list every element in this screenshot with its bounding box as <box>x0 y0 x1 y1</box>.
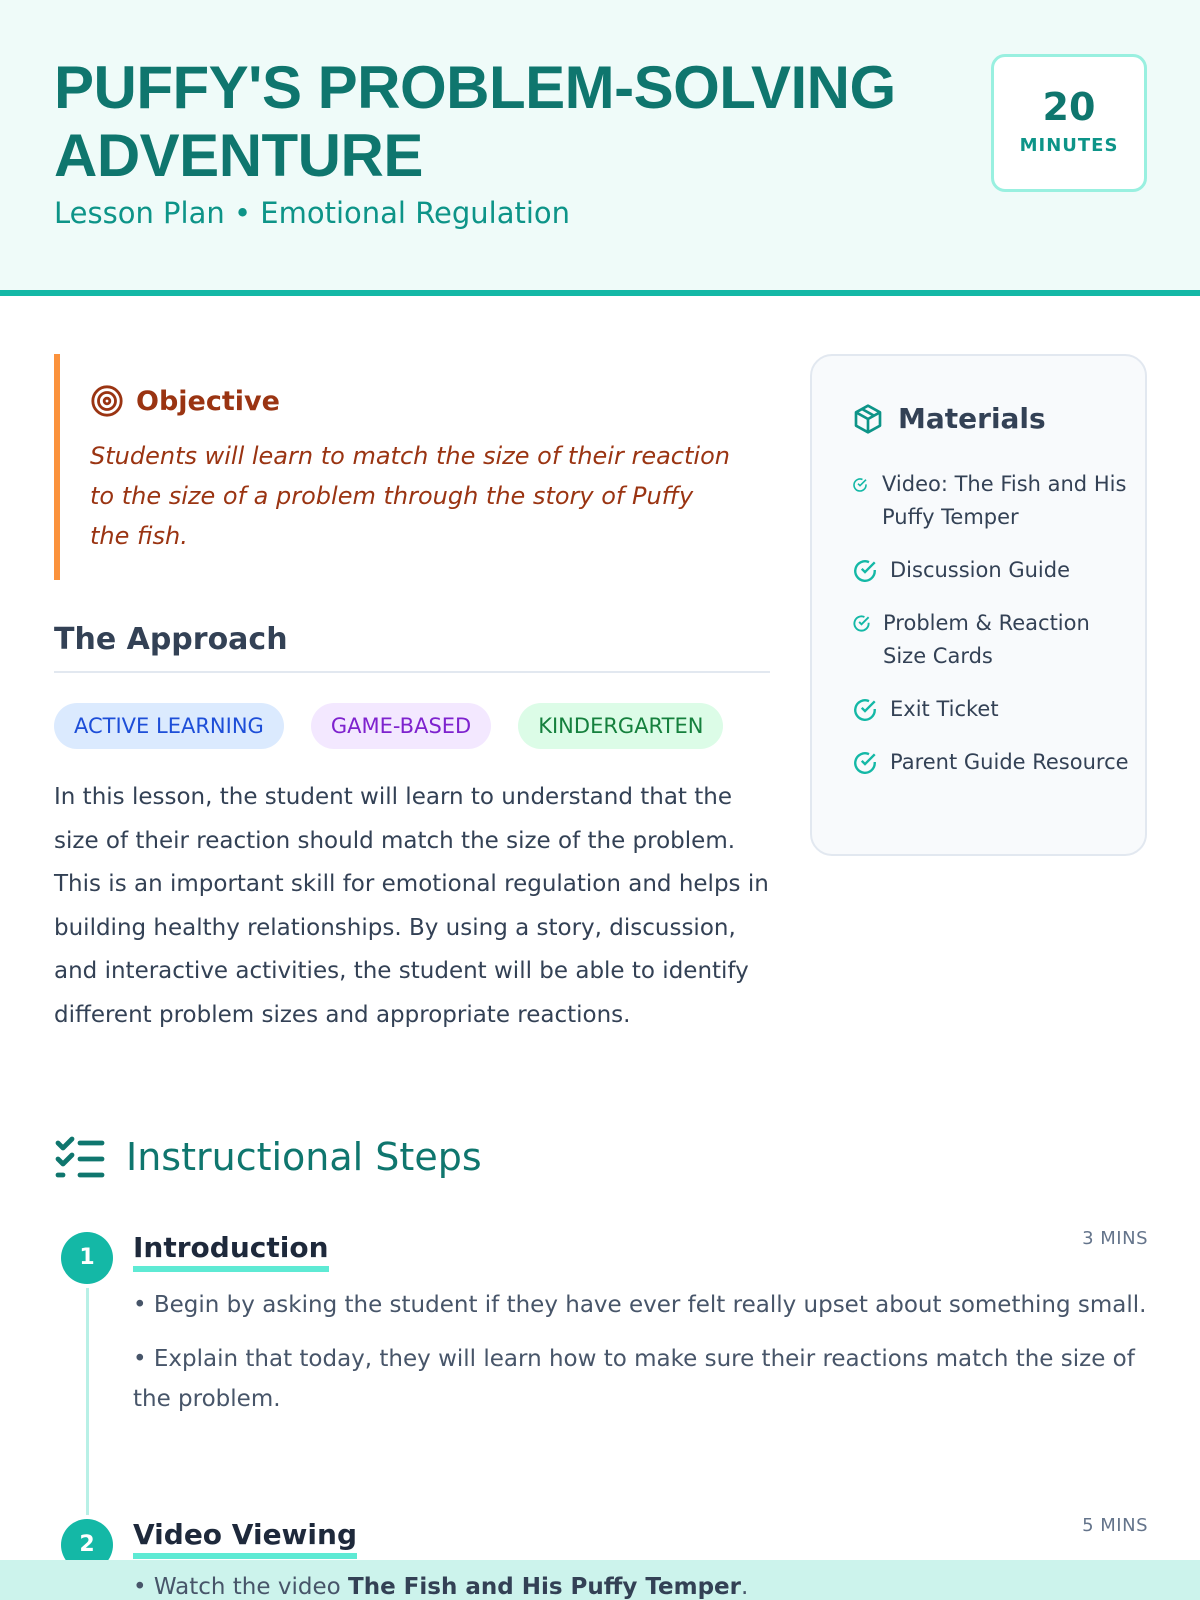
materials-list <box>852 468 1132 799</box>
material-item <box>852 693 1132 726</box>
materials-card <box>810 354 1147 856</box>
step-bullet: • Explain that today, they will learn how to make sure their reactions match the size of the problem. <box>133 1346 1135 1412</box>
bullet-prefix: • Watch the video <box>133 1574 348 1600</box>
approach-text: In this lesson, the student will learn to understand that the size of their reaction should match the size of the problem. This is an important skill for emotional regulation and helps in building healthy relationships. By using a story, discussion, and interactive activities, the student will be able to identify different problem sizes and appropriate reactions. <box>54 784 769 1028</box>
package-icon <box>852 403 884 435</box>
materials-title: Materials <box>898 402 1046 435</box>
material-item <box>852 746 1132 779</box>
checklist-icon <box>54 1134 106 1180</box>
materials-header <box>852 402 1046 435</box>
target-icon <box>90 384 124 418</box>
step-bullet: • Begin by asking the student if they have ever felt really upset about something small. <box>133 1292 1147 1318</box>
material-label: Parent Guide Resource <box>890 750 1129 774</box>
objective-text: Students will learn to match the size of their reaction to the size of a problem through the story of Puffy the fish. <box>90 442 730 550</box>
objective-callout <box>54 354 734 580</box>
material-item <box>852 468 1132 534</box>
step-number: 2 <box>61 1519 113 1571</box>
page-subtitle: Lesson Plan • Emotional Regulation <box>54 196 571 230</box>
approach-title: The Approach <box>54 622 770 673</box>
check-circle-icon <box>852 697 878 723</box>
duration-badge <box>991 54 1147 192</box>
material-item <box>852 554 1132 587</box>
step-title: Video Viewing <box>133 1517 357 1559</box>
material-label: Discussion Guide <box>890 558 1071 582</box>
tag-list <box>54 703 750 749</box>
tag-game-based: GAME-BASED <box>311 703 491 749</box>
check-circle-icon <box>852 750 878 776</box>
video-title: The Fish and His Puffy Temper <box>348 1574 741 1600</box>
material-item <box>852 607 1132 673</box>
material-label: Video: The Fish and His Puffy Temper <box>882 472 1127 529</box>
duration-unit: MINUTES <box>1019 135 1119 156</box>
objective-header <box>90 384 280 418</box>
objective-title: Objective <box>136 385 280 417</box>
lesson-header <box>0 0 1200 296</box>
step-number: 1 <box>61 1232 113 1284</box>
steps-title: Instructional Steps <box>126 1135 482 1179</box>
tag-kindergarten: KINDERGARTEN <box>518 703 723 749</box>
duration-value: 20 <box>1042 85 1096 129</box>
page-title: PUFFY'S PROBLEM-SOLVING ADVENTURE <box>54 54 896 189</box>
check-circle-icon <box>852 558 878 584</box>
step-duration: 3 MINS <box>1082 1228 1148 1249</box>
step-bullets <box>133 1285 1148 1433</box>
step-title: Introduction <box>133 1230 329 1272</box>
step-duration: 5 MINS <box>1082 1515 1148 1536</box>
material-label: Exit Ticket <box>890 697 999 721</box>
check-circle-icon <box>852 614 871 633</box>
steps-header <box>54 1134 482 1180</box>
check-circle-icon <box>852 477 868 493</box>
tag-active-learning: ACTIVE LEARNING <box>54 703 284 749</box>
material-label: Problem & Reaction Size Cards <box>883 611 1090 668</box>
bullet-suffix: . <box>741 1574 749 1600</box>
step-bullet <box>133 1574 748 1600</box>
